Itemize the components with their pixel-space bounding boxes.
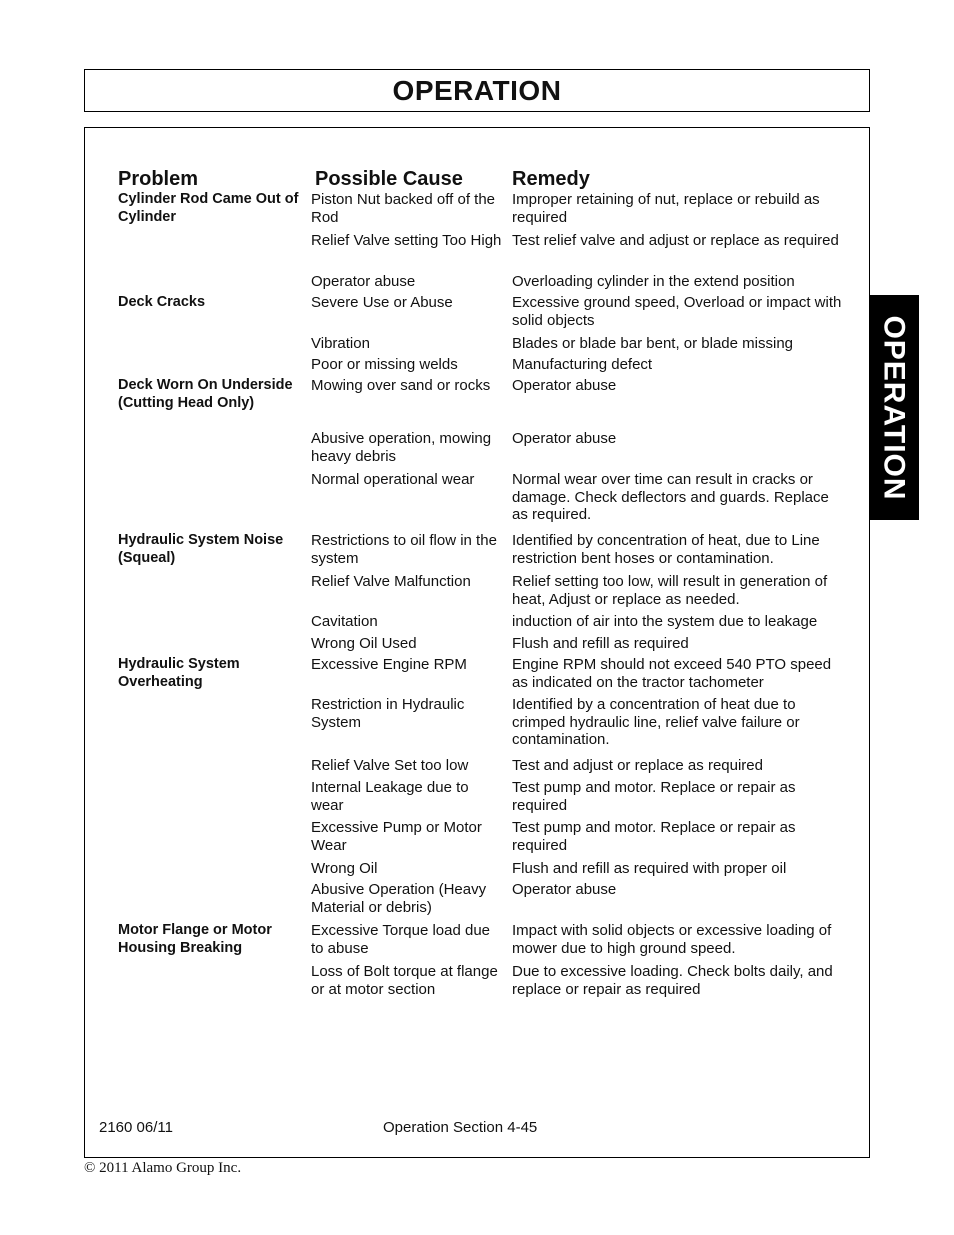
- column-header-problem: Problem: [118, 168, 199, 190]
- cell-cause: Mowing over sand or rocks: [311, 377, 491, 394]
- cell-problem: Cylinder Rod Came Out of Cylinder: [118, 191, 299, 225]
- cell-cause: Relief Valve Malfunction: [311, 573, 471, 590]
- cell-remedy: Flush and refill as required with proper oil: [512, 860, 787, 877]
- cell-remedy: Blades or blade bar bent, or blade missing: [512, 335, 794, 352]
- cell-cause: Wrong Oil Used: [311, 635, 417, 652]
- cell-remedy: induction of air into the system due to leakage: [512, 613, 818, 630]
- cell-remedy: Test and adjust or replace as required: [512, 757, 763, 774]
- cell-cause: Restriction in Hydraulic System: [311, 696, 465, 731]
- cell-remedy: Relief setting too low, will result in generation of heat, Adjust or replace as needed.: [512, 573, 828, 608]
- cell-cause: Abusive Operation (Heavy Material or debris): [311, 881, 487, 916]
- column-header-remedy: Remedy: [512, 168, 590, 190]
- copyright: © 2011 Alamo Group Inc.: [84, 1160, 242, 1176]
- cell-remedy: Impact with solid objects or excessive loading of mower due to high ground speed.: [512, 922, 832, 957]
- cell-cause: Cavitation: [311, 613, 378, 630]
- cell-cause: Excessive Engine RPM: [311, 656, 467, 673]
- cell-cause: Excessive Pump or Motor Wear: [311, 819, 482, 854]
- cell-remedy: Test pump and motor. Replace or repair as required: [512, 819, 796, 854]
- cell-problem: Hydraulic System Noise (Squeal): [118, 532, 284, 566]
- cell-remedy: Operator abuse: [512, 430, 617, 447]
- cell-remedy: Manufacturing defect: [512, 356, 653, 373]
- cell-cause: Excessive Torque load due to abuse: [311, 922, 491, 957]
- cell-remedy: Due to excessive loading. Check bolts daily, and replace or repair as required: [512, 963, 833, 998]
- cell-cause: Normal operational wear: [311, 471, 475, 488]
- cell-remedy: Normal wear over time can result in cracks or damage. Check deflectors and guards. Replace as required.: [512, 471, 829, 523]
- troubleshooting-table: [84, 127, 870, 1158]
- cell-remedy: Operator abuse: [512, 377, 617, 394]
- cell-cause: Restrictions to oil flow in the system: [311, 532, 497, 567]
- cell-problem: Deck Cracks: [118, 294, 206, 310]
- cell-remedy: Identified by a concentration of heat due to crimped hydraulic line, relief valve failure or contamination.: [512, 696, 800, 748]
- cell-cause: Abusive operation, mowing heavy debris: [311, 430, 492, 465]
- cell-remedy: Test pump and motor. Replace or repair as required: [512, 779, 796, 814]
- page-header: [84, 69, 870, 112]
- cell-problem: Deck Worn On Underside (Cutting Head Only): [118, 377, 293, 411]
- cell-problem: Hydraulic System Overheating: [118, 656, 240, 690]
- cell-problem: Motor Flange or Motor Housing Breaking: [118, 922, 272, 956]
- cell-cause: Loss of Bolt torque at flange or at motor section: [311, 963, 498, 998]
- page-title: OPERATION: [392, 74, 562, 106]
- cell-remedy: Flush and refill as required: [512, 635, 689, 652]
- cell-cause: Operator abuse: [311, 273, 416, 290]
- cell-cause: Internal Leakage due to wear: [311, 779, 469, 814]
- cell-cause: Wrong Oil: [311, 860, 378, 877]
- cell-remedy: Overloading cylinder in the extend position: [512, 273, 795, 290]
- cell-remedy: Operator abuse: [512, 881, 617, 898]
- cell-cause: Severe Use or Abuse: [311, 294, 453, 311]
- column-header-cause: Possible Cause: [315, 168, 463, 190]
- side-tab-label: OPERATION: [878, 314, 911, 501]
- cell-remedy: Identified by concentration of heat, due to Line restriction bent hoses or contamination.: [512, 532, 820, 567]
- cell-cause: Relief Valve Set too low: [311, 757, 469, 774]
- cell-cause: Piston Nut backed off of the Rod: [311, 191, 496, 226]
- doc-number: 2160 06/11: [99, 1119, 173, 1136]
- cell-remedy: Excessive ground speed, Overload or impact with solid objects: [512, 294, 842, 329]
- side-tab: [869, 295, 919, 520]
- cell-remedy: Engine RPM should not exceed 540 PTO speed as indicated on the tractor tachometer: [512, 656, 832, 691]
- cell-cause: Relief Valve setting Too High: [311, 232, 502, 249]
- cell-cause: Vibration: [311, 335, 370, 352]
- cell-cause: Poor or missing welds: [311, 356, 458, 373]
- cell-remedy: Improper retaining of nut, replace or rebuild as required: [512, 191, 820, 226]
- cell-remedy: Test relief valve and adjust or replace as required: [512, 232, 839, 249]
- section-label: Operation Section 4-45: [383, 1119, 538, 1136]
